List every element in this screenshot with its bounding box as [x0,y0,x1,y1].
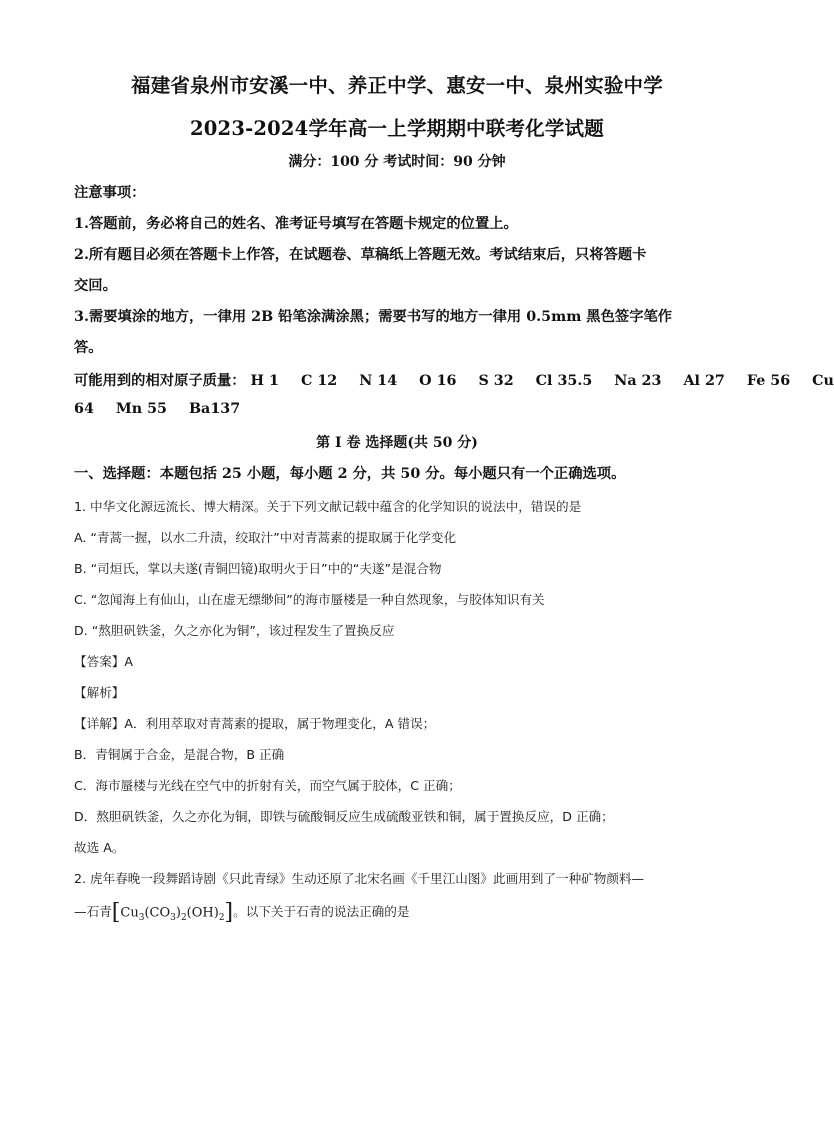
notice-heading: 注意事项： [74,185,146,201]
q1-option-d: D. “熬胆矾铁釜，久之亦化为铜”，该过程发生了置换反应 [74,623,395,638]
atomic-mass-row-1 [74,370,834,390]
mass-cu-symbol: Cu [812,373,834,389]
mass-s: S 32 [478,373,514,389]
mass-ba: Ba137 [188,401,241,417]
mass-na: Na 23 [614,373,662,389]
q2-stem-prefix: —石青 [74,904,112,919]
q2-stem-line1: 2. 虎年春晚一段舞蹈诗剧《只此青绿》生动还原了北宋名画《千里江山图》此画用到了一种矿物颜料— [74,871,645,886]
mass-n: N 14 [359,373,398,389]
q1-answer: 【答案】A [74,654,133,669]
q1-stem: 1. 中华文化源远流长、博大精深。关于下列文献记载中蕴含的化学知识的说法中，错误的是 [74,499,582,514]
mass-cu-value: 64 [74,401,94,417]
formula-oh: (OH) [186,905,219,920]
q1-detail-d: D．熬胆矾铁釜，久之亦化为铜，即铁与硫酸铜反应生成硫酸亚铁和铜，属于置换反应，D 正确； [74,809,614,824]
formula-open-bracket: [ [111,899,121,925]
part-title: 一、选择题：本题包括 25 小题，每小题 2 分，共 50 分。每小题只有一个正确选项。 [74,466,626,482]
q1-option-c: C. “忽闻海上有仙山，山在虚无缥缈间”的海市蜃楼是一种自然现象，与胶体知识有关 [74,592,545,607]
q1-analysis-heading: 【解析】 [74,685,125,700]
formula-close-paren: ) [175,905,181,920]
atomic-mass-label: 可能用到的相对原子质量： [74,373,246,389]
q2-stem-suffix: 。以下关于石青的说法正确的是 [233,904,410,919]
notice-item-2-line1: 2.所有题目必须在答题卡上作答，在试题卷、草稿纸上答题无效。考试结束后，只将答题卡 [74,247,647,263]
exam-title-line2: 2023-2024学年高一上学期期中联考化学试题 [190,117,604,140]
q1-option-b: B. “司烜氏，掌以夫遂(青铜凹镜)取明火于日”中的“夫遂”是混合物 [74,561,442,576]
formula-close-bracket: ] [224,899,234,925]
mass-al: Al 27 [683,373,725,389]
mass-mn: Mn 55 [115,401,167,417]
q1-detail-b: B．青铜属于合金，是混合物，B 正确 [74,747,285,762]
notice-item-2-line2: 交回。 [74,278,117,294]
notice-item-3-line1: 3.需要填涂的地方，一律用 2B 铅笔涂满涂黑；需要书写的地方一律用 0.5mm 黑色签字笔作 [74,309,673,325]
q1-conclusion: 故选 A。 [74,840,125,855]
notice-item-1: 1.答题前，务必将自己的姓名、准考证号填写在答题卡规定的位置上。 [74,216,518,232]
score-time: 满分：100 分 考试时间：90 分钟 [288,154,506,170]
q1-detail-a: 【详解】A．利用萃取对青蒿素的提取，属于物理变化，A 错误； [74,716,436,731]
formula-sub-co3: 3 [170,912,176,923]
q1-detail-c: C．海市蜃楼与光线在空气中的折射有关，而空气属于胶体，C 正确； [74,778,461,793]
volume-title: 第 I 卷 选择题(共 50 分) [316,435,478,451]
formula-sub-2: 2 [180,912,187,923]
atomic-mass-row-2 [74,401,240,417]
q1-option-a: A. “青蒿一握，以水二升渍，绞取汁”中对青蒿素的提取属于化学变化 [74,530,457,545]
exam-title-line1: 福建省泉州市安溪一中、养正中学、惠安一中、泉州实验中学 [131,74,663,97]
formula-sub-oh: 2 [218,912,225,923]
mass-fe: Fe 56 [746,373,791,389]
mass-cl: Cl 35.5 [535,373,593,389]
mass-c: C 12 [300,373,338,389]
formula-co3: (CO [144,905,171,920]
notice-item-3-line2: 答。 [74,340,103,356]
mass-h: H 1 [250,373,279,389]
q2-stem-line2 [74,901,409,924]
mass-o: O 16 [419,373,457,389]
formula-sub-cu: 3 [138,912,145,923]
formula-cu: Cu [120,905,139,920]
azurite-formula [111,899,234,925]
